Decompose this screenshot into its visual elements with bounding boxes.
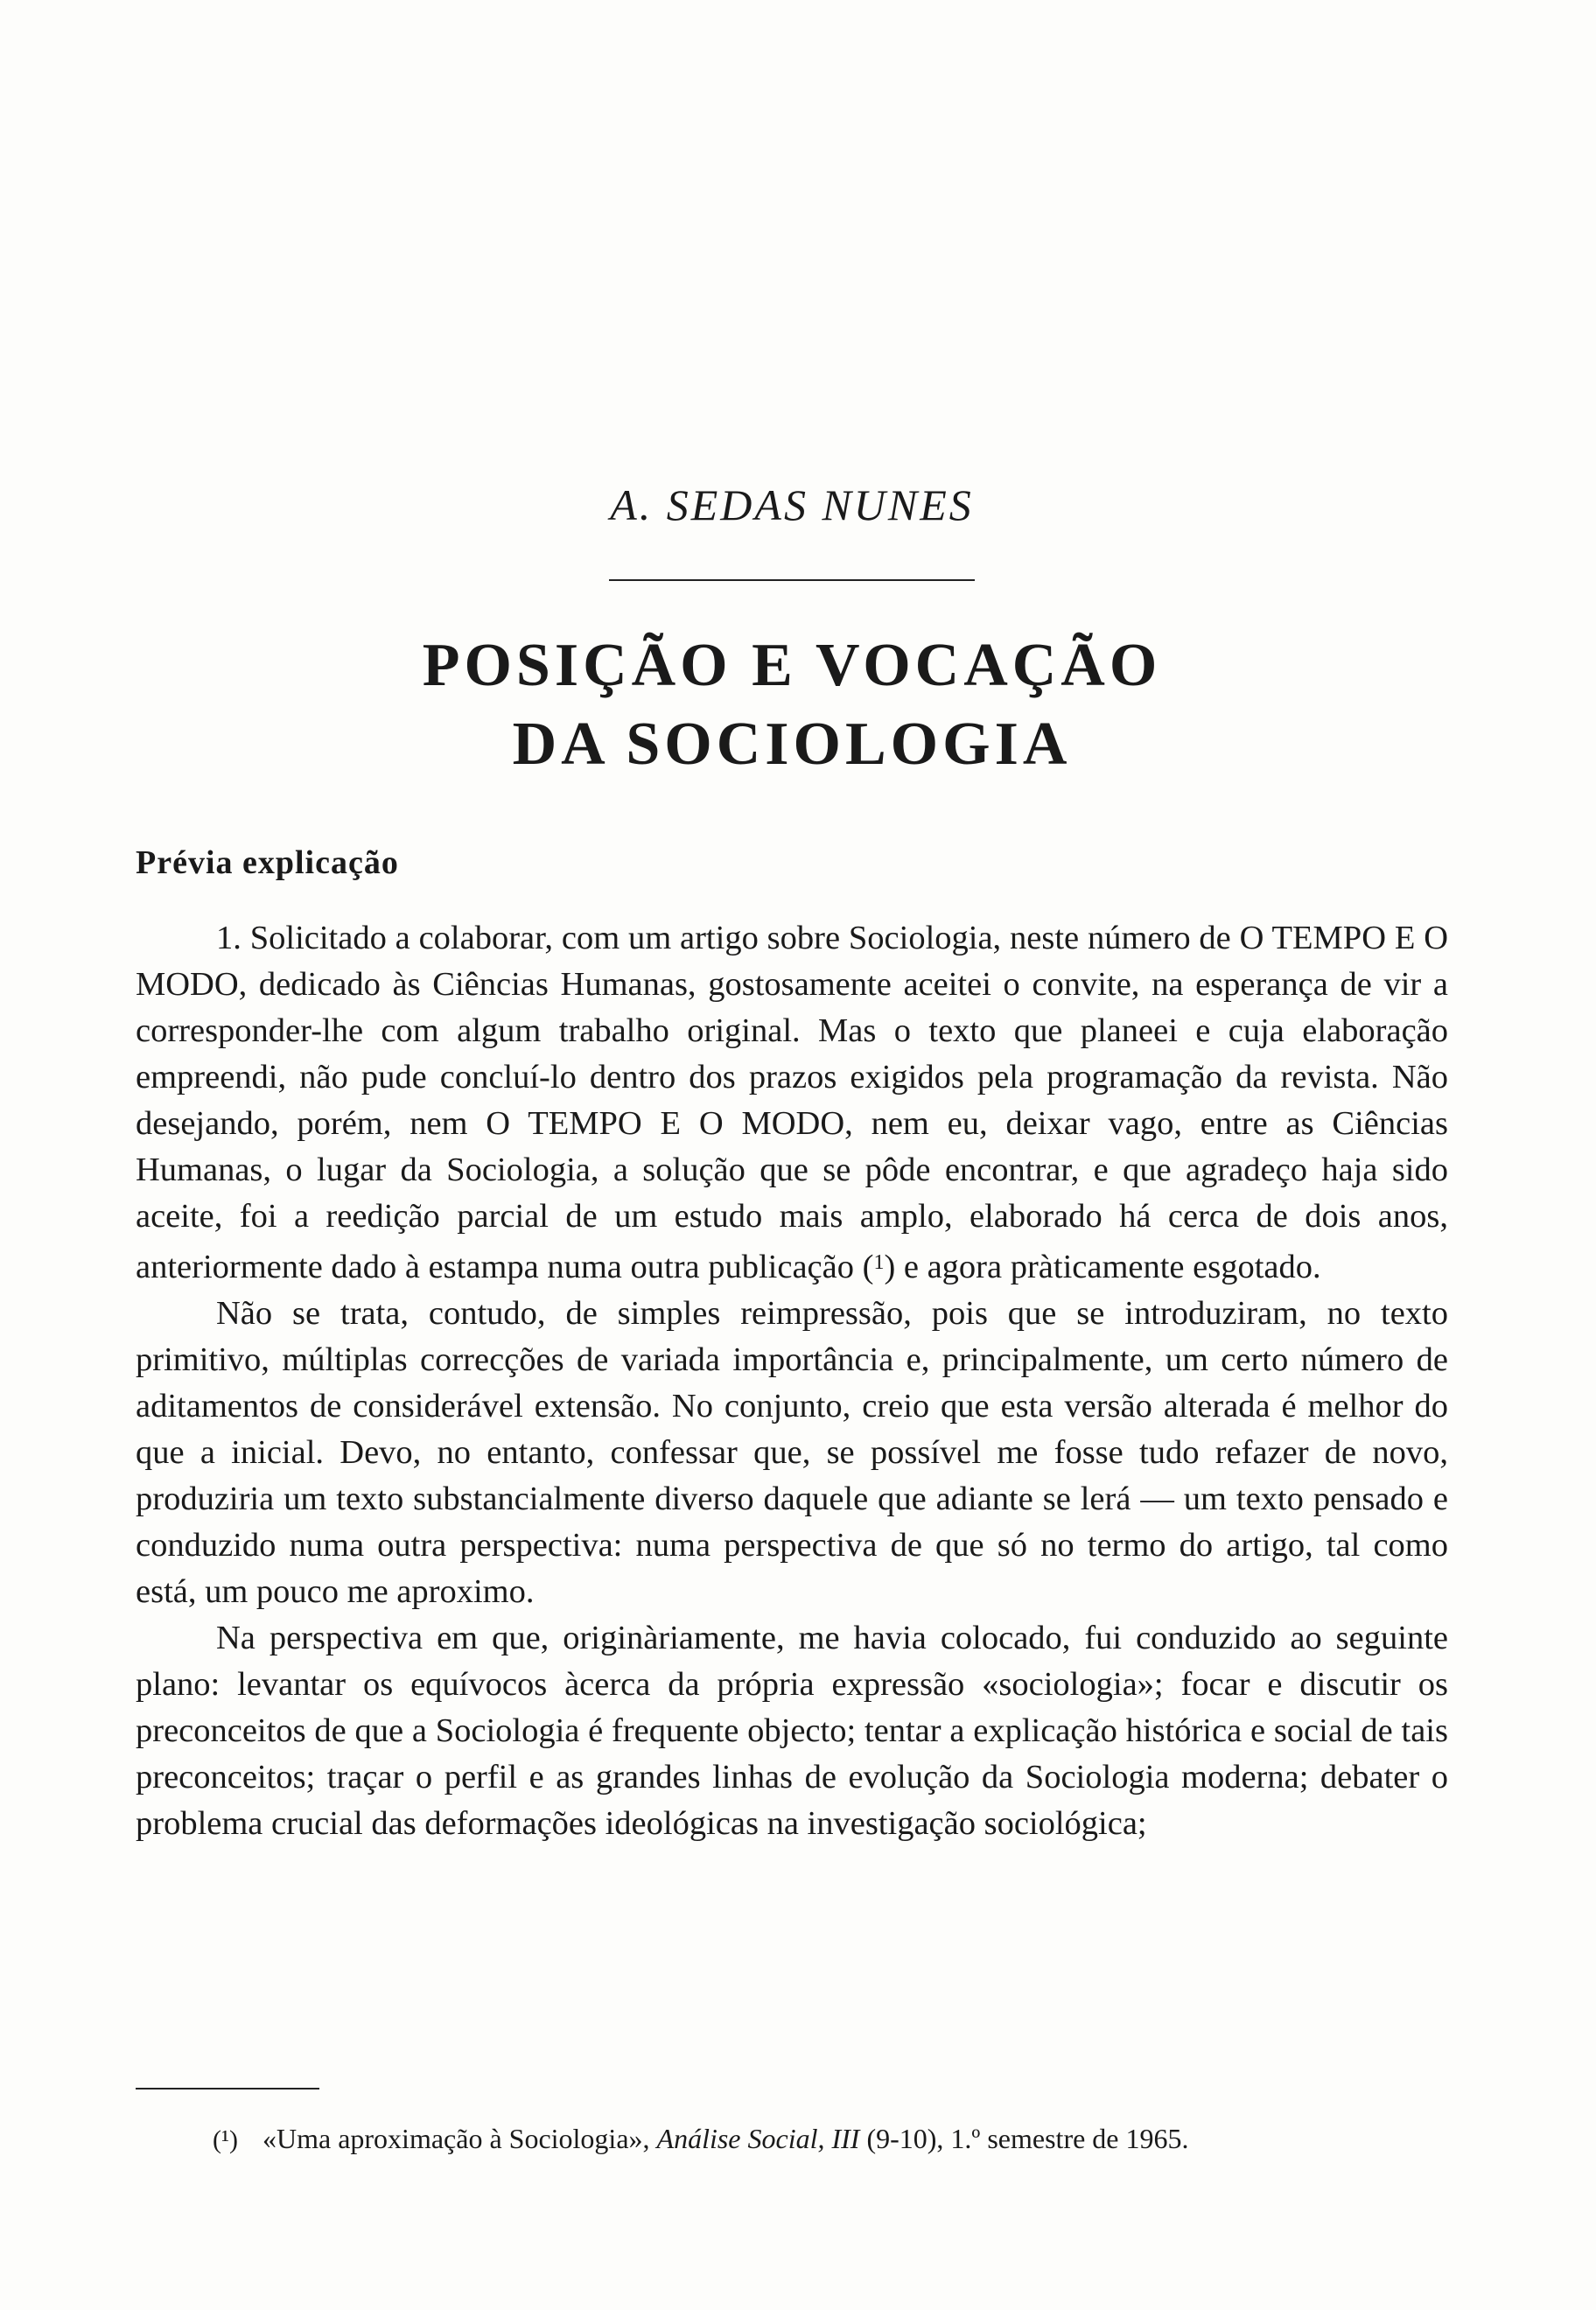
footnote-marker: (¹): [213, 2125, 238, 2154]
document-page: [136, 0, 1448, 2310]
title-line-2: DA SOCIOLOGIA: [512, 710, 1072, 778]
footnote-reference: 1: [873, 1251, 885, 1274]
article-title: [136, 626, 1448, 784]
footnote-journal: Análise Social, III: [656, 2123, 860, 2154]
title-divider: [609, 579, 975, 581]
footnote-text: «Uma aproximação à Sociologia»,: [262, 2123, 657, 2154]
footnote: [136, 2119, 1448, 2160]
footnote-divider: [136, 2088, 319, 2090]
paragraph-3: Na perspectiva em que, originàriamente, me havia colocado, fui conduzido ao seguinte plano: levantar os equívocos àcerca da própria expressão «sociologia»; focar e discutir os preconceitos de que a Sociologia é frequente objecto; tentar a explicação histórica e social de tais preconceitos; traçar o perfil e as grandes linhas de evolução da Sociologia moderna; debater o problema crucial das deformações ideológicas na investigação sociológica;: [136, 1620, 1448, 1842]
paragraph-1: [136, 915, 1448, 1291]
body-text: [136, 915, 1448, 1847]
paragraph-2: Não se trata, contudo, de simples reimpressão, pois que se introduziram, no texto primitivo, múltiplas correcções de variada importância e, principalmente, um certo número de aditamentos de considerável extensão. No conjunto, creio que esta versão alterada é melhor do que a inicial. Devo, no entanto, confessar que, se possível me fosse tudo refazer de novo, produziria um texto substancialmente diverso daquele que adiante se lerá — um texto pensado e conduzido numa outra perspectiva: numa perspectiva de que só no termo do artigo, tal como está, um pouco me aproximo.: [136, 1295, 1448, 1610]
paragraph-1-text: 1. Solicitado a colaborar, com um artigo sobre Sociologia, neste número de O TEMPO E O MODO, dedicado às Ciências Humanas, gostosamente aceitei o convite, na esperança de vir a corresponder-lhe com algum trabalho original. Mas o texto que planeei e cuja elaboração empreendi, não pude concluí-lo dentro dos prazos exigidos pela programação da revista. Não desejando, porém, nem O TEMPO E O MODO, nem eu, deixar vago, entre as Ciências Humanas, o lugar da Sociologia, a solução que se pôde encontrar, e que agradeço haja sido aceite, foi a reedição parcial de um estudo mais amplo, elaborado há cerca de dois anos, anteriormente dado à estampa numa outra publicação (: [136, 920, 1448, 1285]
title-line-1: POSIÇÃO E VOCAÇÃO: [422, 632, 1162, 699]
section-heading: Prévia explicação: [136, 844, 399, 881]
author-name: A. SEDAS NUNES: [610, 480, 974, 529]
footnote-text-end: (9-10), 1.º semestre de 1965.: [859, 2123, 1189, 2154]
paragraph-1-text-end: ) e agora pràticamente esgotado.: [884, 1249, 1321, 1285]
